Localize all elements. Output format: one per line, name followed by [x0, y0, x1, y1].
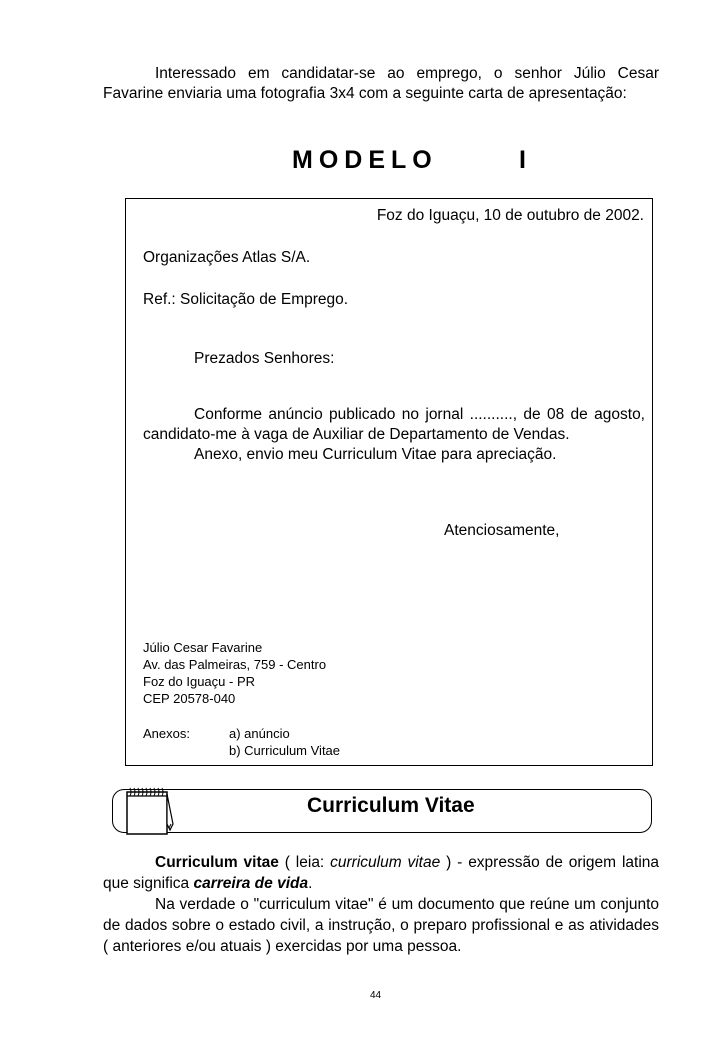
attachments-label: Anexos:	[143, 726, 190, 741]
letter-reference: Ref.: Solicitação de Emprego.	[143, 291, 349, 308]
cv-text-part: ) - expressão de origem latina que significa	[103, 854, 660, 892]
intro-paragraph: Interessado em candidatar-se ao emprego, o senhor Júlio Cesar Favarine enviaria uma fotografia 3x4 com a seguinte carta de apresentação:	[103, 65, 659, 102]
letter-body	[143, 405, 645, 465]
letter-date: Foz do Iguaçu, 10 de outubro de 2002.	[376, 207, 644, 224]
letter-attachments	[143, 725, 340, 759]
attachment-item-1: a) anúncio	[229, 726, 290, 741]
model-heading-number: I	[519, 146, 532, 174]
signature-name: Júlio Cesar Favarine	[143, 640, 263, 655]
notepad-icon	[125, 784, 187, 836]
cv-paragraph-1	[103, 852, 659, 894]
letter-body-paragraph-2: Anexo, envio meu Curriculum Vitae para apreciação.	[194, 446, 557, 463]
signature-address: Av. das Palmeiras, 759 - Centro	[143, 657, 327, 672]
letter-signature	[143, 639, 326, 707]
attachment-item-2: b) Curriculum Vitae	[229, 743, 341, 758]
model-heading	[292, 146, 532, 175]
signature-city: Foz do Iguaçu - PR	[143, 674, 255, 689]
cv-text-part: ( leia:	[278, 854, 331, 871]
letter-box	[125, 198, 653, 766]
cv-description	[103, 852, 659, 957]
signature-cep: CEP 20578-040	[143, 691, 236, 706]
letter-recipient: Organizações Atlas S/A.	[143, 249, 311, 266]
cv-banner	[112, 789, 652, 833]
cv-paragraph-2: Na verdade o "curriculum vitae" é um documento que reúne um conjunto de dados sobre o estado civil, a instrução, o preparo profissional e as atividades ( anteriores e/ou atuais ) exercidas por uma pessoa.	[103, 896, 659, 955]
letter-greeting: Prezados Senhores:	[194, 350, 335, 367]
cv-text-part: .	[308, 875, 313, 892]
letter-body-paragraph-1: Conforme anúncio publicado no jornal .........., de 08 de agosto, candidato-me à vaga de Auxiliar de Departamento de Vendas.	[143, 406, 645, 443]
cv-pronunciation: curriculum vitae	[330, 854, 441, 871]
cv-term: Curriculum vitae	[155, 854, 279, 871]
letter-closing: Atenciosamente,	[444, 522, 560, 539]
page-number: 44	[370, 990, 382, 1001]
cv-meaning: carreira de vida	[193, 875, 309, 892]
cv-banner-title: Curriculum Vitae	[307, 794, 475, 817]
model-heading-word: MODELO	[292, 146, 438, 174]
